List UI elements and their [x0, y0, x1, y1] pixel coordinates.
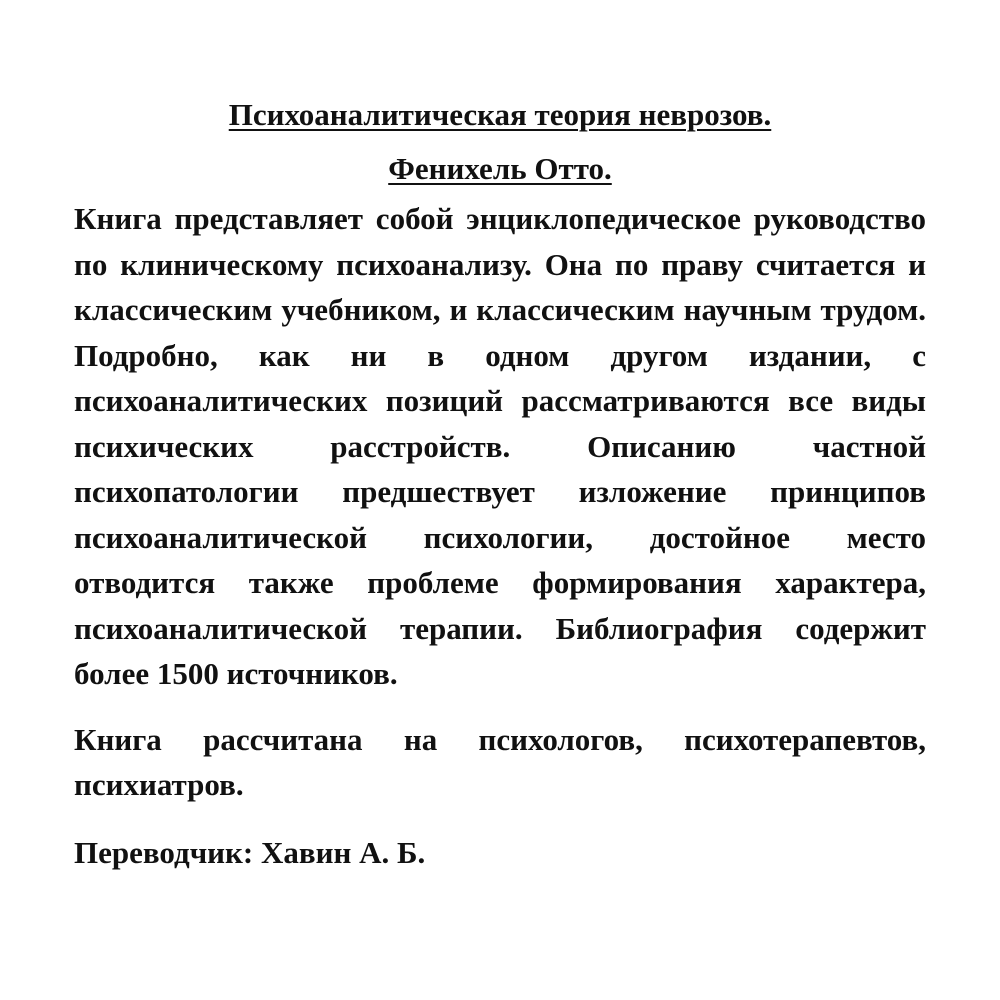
- book-title: [74, 88, 926, 196]
- document-page: [74, 88, 926, 875]
- book-translator: Переводчик: Хавин А. Б.: [74, 834, 426, 870]
- book-title-line: Психоаналитическая теория неврозов.: [228, 97, 772, 132]
- book-author: Фенихель Отто.: [388, 151, 612, 186]
- book-description: Книга представляет собой энциклопедическое руководство по клиническому психоанализу. Она по праву считается и классическим учебником, и классическим научным трудом. Подробно, как ни в одном другом издании, с психоаналитических позиций рассматриваются все виды психических расстройств. Описанию частной психопатологии предшествует изложение принципов психоаналитической психологии, достойное место отводится также проблеме формирования характера, психоаналитической терапии. Библиография содержит более 1500 источников.: [74, 201, 926, 691]
- book-audience: Книга рассчитана на психологов, психотерапевтов, психиатров.: [74, 721, 926, 802]
